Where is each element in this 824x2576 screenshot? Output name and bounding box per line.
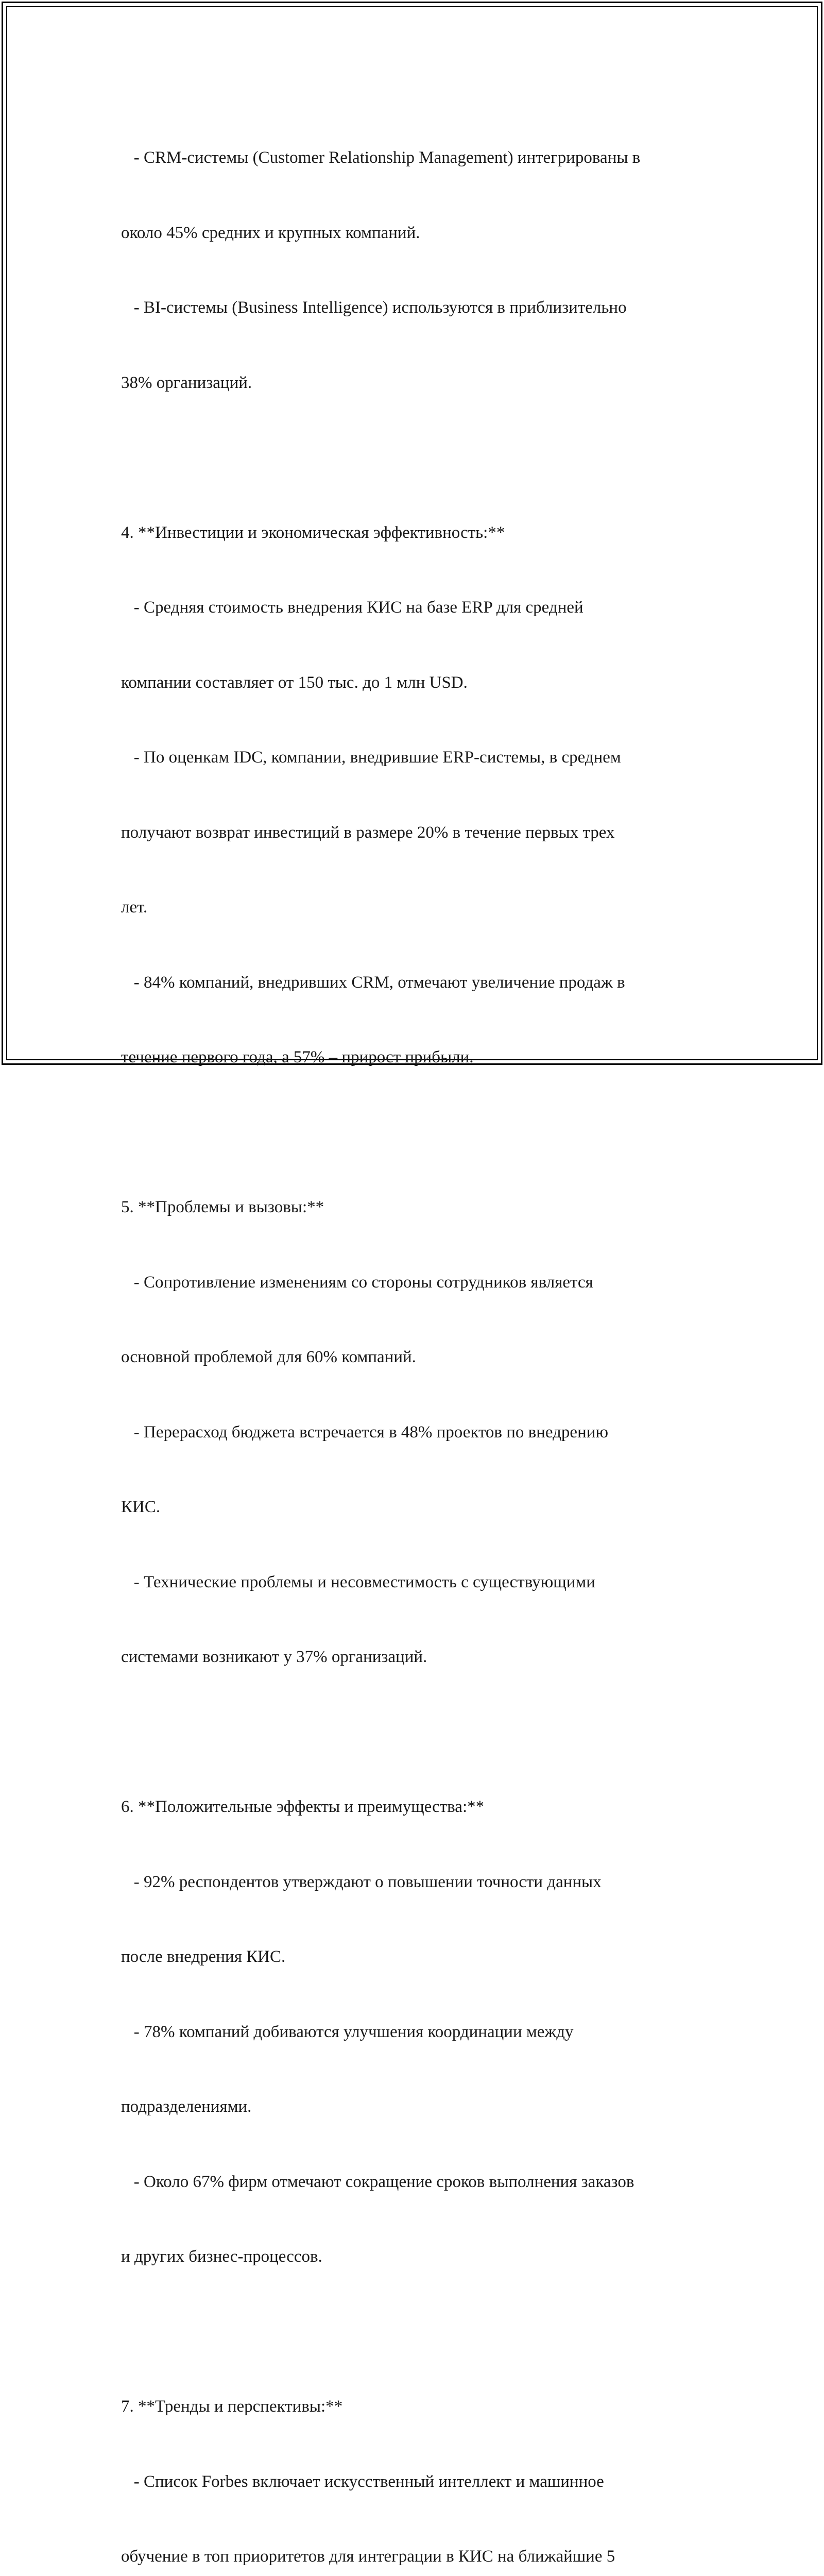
blank-line bbox=[121, 1720, 729, 1745]
blank-line bbox=[121, 2319, 729, 2345]
text-line: лет. bbox=[121, 898, 148, 917]
text-line: обучение в топ приоритетов для интеграции в КИС на ближайшие 5 bbox=[121, 2547, 615, 2566]
text-line: основной проблемой для 60% компаний. bbox=[121, 1348, 416, 1366]
text-line: КИС. bbox=[121, 1498, 161, 1516]
text-line: компании составляет от 150 тыс. до 1 млн USD. bbox=[121, 673, 468, 692]
text-line: - 78% компаний добиваются улучшения координации между bbox=[121, 2022, 574, 2041]
text-line: 38% организаций. bbox=[121, 373, 252, 392]
text-line: после внедрения КИС. bbox=[121, 1947, 286, 1966]
text-line: системами возникают у 37% организаций. bbox=[121, 1648, 427, 1666]
blank-line bbox=[121, 1120, 729, 1145]
text-line: - 84% компаний, внедривших CRM, отмечают увеличение продаж в bbox=[121, 973, 625, 992]
section-heading: 5. **Проблемы и вызовы:** bbox=[121, 1198, 324, 1216]
text-line: - BI-системы (Business Intelligence) используются в приблизительно bbox=[121, 298, 627, 317]
text-line: и других бизнес-процессов. bbox=[121, 2247, 322, 2266]
text-line: - Перерасход бюджета встречается в 48% проектов по внедрению bbox=[121, 1422, 609, 1442]
text-line: - По оценкам IDC, компании, внедрившие ERP-системы, в среднем bbox=[121, 748, 621, 767]
section-heading: 4. **Инвестиции и экономическая эффективность:** bbox=[121, 523, 505, 542]
section-heading: 6. **Положительные эффекты и преимущества:** bbox=[121, 1798, 485, 1816]
text-line: - CRM-системы (Customer Relationship Management) интегрированы в bbox=[121, 148, 641, 167]
text-line: около 45% средних и крупных компаний. bbox=[121, 223, 420, 242]
text-line: - Около 67% фирм отмечают сокращение сроков выполнения заказов bbox=[121, 2172, 634, 2191]
text-line: - Сопротивление изменениям со стороны сотрудников является bbox=[121, 1273, 593, 1292]
text-line: получают возврат инвестиций в размере 20% в течение первых трех bbox=[121, 823, 615, 842]
text-line: - Технические проблемы и несовместимость с существующими bbox=[121, 1572, 595, 1591]
text-line: течение первого года, а 57% – прирост прибыли. bbox=[121, 1048, 474, 1066]
document-body bbox=[121, 95, 729, 2576]
text-line: - Список Forbes включает искусственный интеллект и машинное bbox=[121, 2472, 604, 2491]
text-line: - 92% респондентов утверждают о повышении точности данных bbox=[121, 1872, 602, 1891]
text-line: - Средняя стоимость внедрения КИС на базе ERP для средней bbox=[121, 598, 583, 617]
text-line: подразделениями. bbox=[121, 2097, 252, 2116]
section-heading: 7. **Тренды и перспективы:** bbox=[121, 2397, 343, 2416]
blank-line bbox=[121, 445, 729, 470]
